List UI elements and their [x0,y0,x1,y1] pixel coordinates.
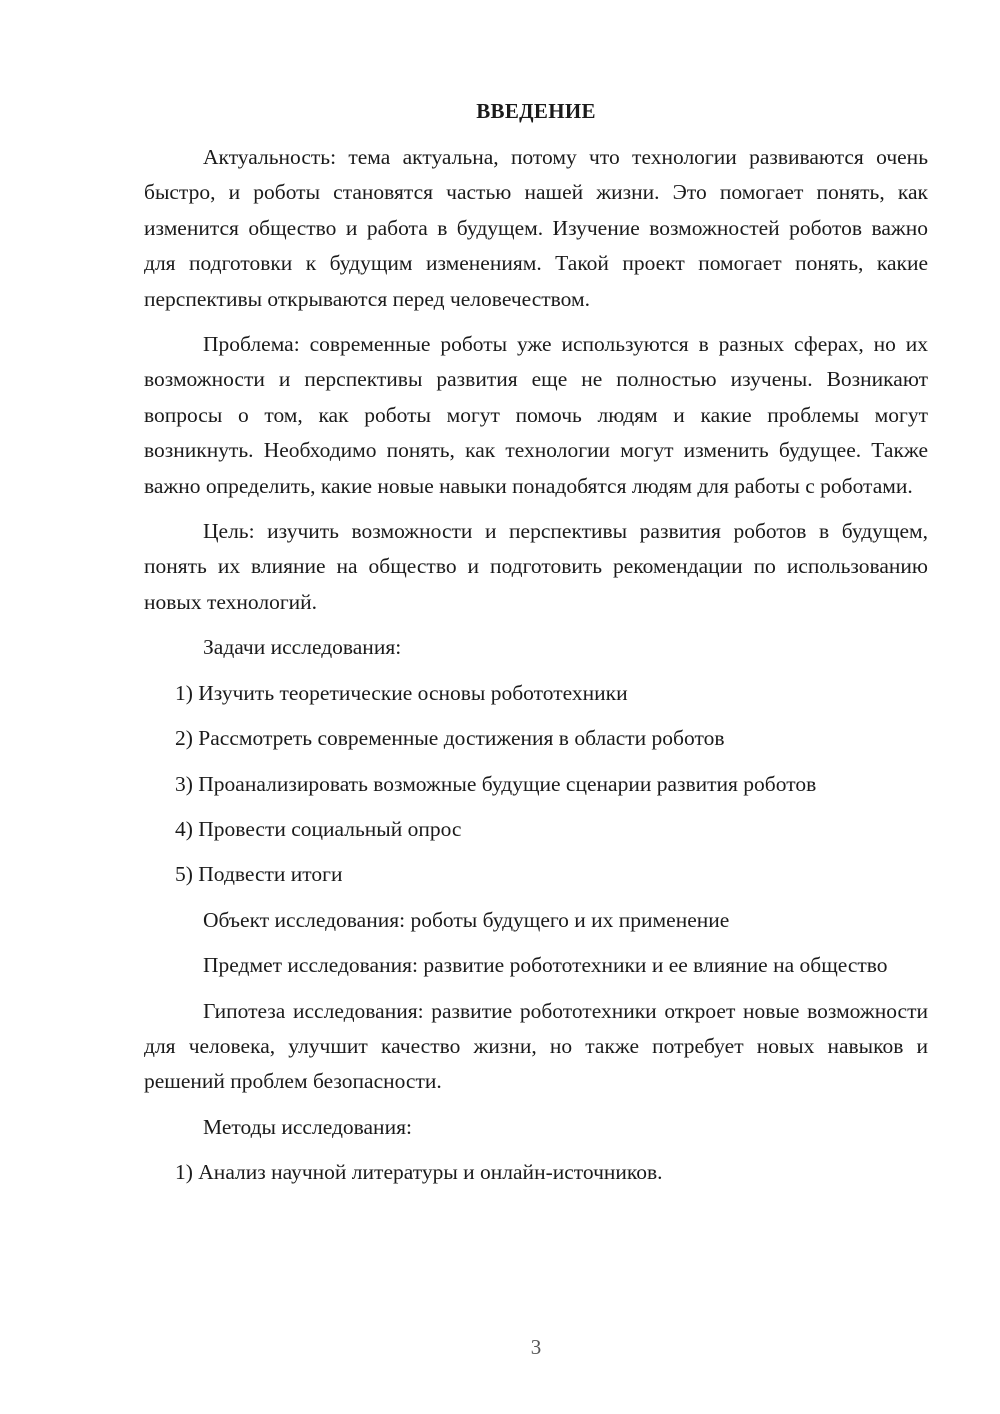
method-item: 1) Анализ научной литературы и онлайн-источников. [175,1160,663,1185]
relevance-paragraph: Актуальность: тема актуальна, потому что технологии развиваются очень быстро, и роботы становятся частью нашей жизни. Это помогает понять, как изменится общество и работа в будущем. Изучение возможностей роботов важно для подготовки к будущим изменениям. Такой проект помогает понять, какие перспективы открываются перед человечеством. [144,145,928,311]
section-title: ВВЕДЕНИЕ [476,99,596,123]
page-number: 3 [530,1335,542,1359]
subject-paragraph: Предмет исследования: развитие робототехники и ее влияние на общество [203,953,888,978]
tasks-list [144,676,928,893]
task-item: 4) Провести социальный опрос [175,816,462,841]
problem-paragraph: Проблема: современные роботы уже используются в разных сферах, но их возможности и перспективы развития еще не полностью изучены. Возникают вопросы о том, как роботы могут помочь людям и какие проблемы могут возникнуть. Необходимо понять, как технологии могут изменить будущее. Также важно определить, какие новые навыки понадобятся людям для работы с роботами. [144,332,928,498]
task-item: 5) Подвести итоги [175,862,343,887]
task-item: 3) Проанализировать возможные будущие сценарии развития роботов [175,771,817,796]
task-item: 2) Рассмотреть современные достижения в области роботов [175,726,725,751]
methods-heading: Методы исследования: [203,1114,412,1139]
task-item: 1) Изучить теоретические основы робототехники [175,680,628,705]
hypothesis-paragraph: Гипотеза исследования: развитие робототехники откроет новые возможности для человека, улучшит качество жизни, но также потребует новых навыков и решений проблем безопасности. [144,998,928,1094]
object-paragraph: Объект исследования: роботы будущего и их применение [203,907,730,932]
document-page [144,94,928,1201]
methods-list [144,1155,928,1190]
goal-paragraph: Цель: изучить возможности и перспективы развития роботов в будущем, понять их влияние на общество и подготовить рекомендации по использованию новых технологий. [144,519,928,614]
tasks-heading: Задачи исследования: [203,635,402,660]
